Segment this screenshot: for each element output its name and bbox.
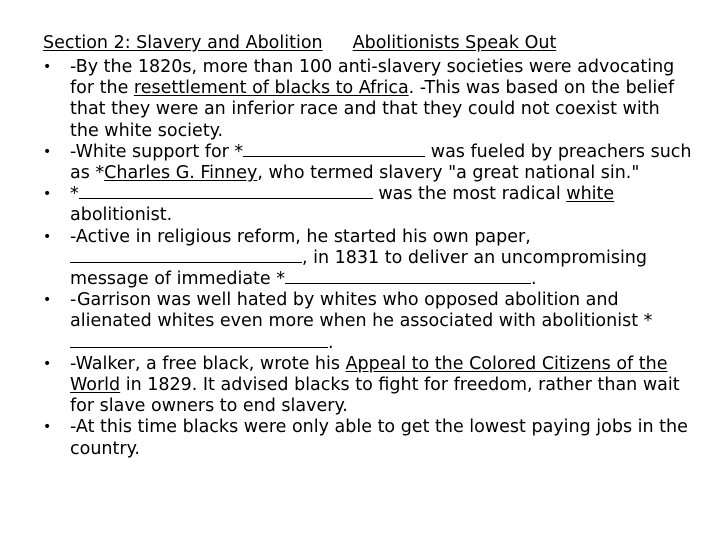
topic-title: Abolitionists Speak Out bbox=[352, 33, 557, 53]
fill-in-blank[interactable] bbox=[70, 248, 302, 263]
underlined-term: white bbox=[566, 184, 615, 205]
bullet-text: -At this time blacks were only able to get the lowest paying jobs in the country. bbox=[70, 417, 688, 459]
bullet-text: , who termed slavery "a great national sin." bbox=[257, 163, 640, 184]
underlined-term: Charles G. Finney bbox=[104, 163, 258, 184]
bullet-text: . -This was based on the belief that they were an inferior race and that they could not coexist with the white society. bbox=[70, 78, 675, 141]
bullet-text: , in 1831 to deliver an uncompromising message of immediate * bbox=[70, 247, 648, 290]
underlined-term: Appeal to the Colored Citizens of the World bbox=[70, 353, 668, 396]
bullet-text: was fueled by preachers such as * bbox=[70, 141, 692, 184]
bullet-text: . bbox=[328, 332, 334, 353]
bullet-text: -Walker, a free black, wrote his bbox=[70, 353, 346, 374]
fill-in-blank[interactable] bbox=[285, 269, 531, 284]
bullet-text: was the most radical bbox=[372, 184, 567, 205]
section-title: Section 2: Slavery and Abolition bbox=[43, 33, 323, 53]
bullet-text: -Active in religious reform, he started his own paper, bbox=[70, 226, 531, 247]
bullet-text: -Garrison was well hated by whites who opposed abolition and alienated whites even more when he associated with abolitionist * bbox=[70, 290, 653, 332]
bullet-icon: • bbox=[43, 186, 52, 203]
bullet-item-garrison bbox=[43, 290, 693, 354]
bullet-item-anti-slavery-societies bbox=[43, 57, 693, 142]
bullet-icon: • bbox=[43, 143, 52, 160]
bullet-text: . bbox=[531, 269, 537, 290]
fill-in-blank[interactable] bbox=[70, 333, 328, 348]
bullet-item-religious-reform bbox=[43, 227, 693, 291]
bullet-item-radical-abolitionist bbox=[43, 184, 693, 226]
bullet-text: * bbox=[70, 184, 79, 205]
bullet-icon: • bbox=[43, 292, 52, 309]
bullet-item-lowest-paying-jobs bbox=[43, 417, 693, 459]
bullet-icon: • bbox=[43, 419, 52, 436]
bullet-text: -White support for * bbox=[70, 141, 244, 162]
bullet-list bbox=[43, 57, 693, 460]
bullet-text: abolitionist. bbox=[70, 205, 173, 226]
bullet-item-walker-appeal bbox=[43, 354, 693, 418]
bullet-icon: • bbox=[43, 59, 52, 75]
bullet-icon: • bbox=[43, 355, 52, 372]
fill-in-blank[interactable] bbox=[243, 142, 425, 157]
bullet-item-white-support bbox=[43, 142, 693, 184]
bullet-text: -By the 1820s, more than 100 anti-slavery societies were advocating for the bbox=[70, 57, 675, 99]
bullet-text: in 1829. It advised blacks to fight for freedom, rather than wait for slave owners to end slavery. bbox=[70, 375, 680, 417]
underlined-term: resettlement of blacks to Africa bbox=[133, 78, 409, 99]
fill-in-blank[interactable] bbox=[79, 184, 373, 199]
bullet-icon: • bbox=[43, 228, 52, 245]
slide-heading bbox=[43, 32, 556, 54]
